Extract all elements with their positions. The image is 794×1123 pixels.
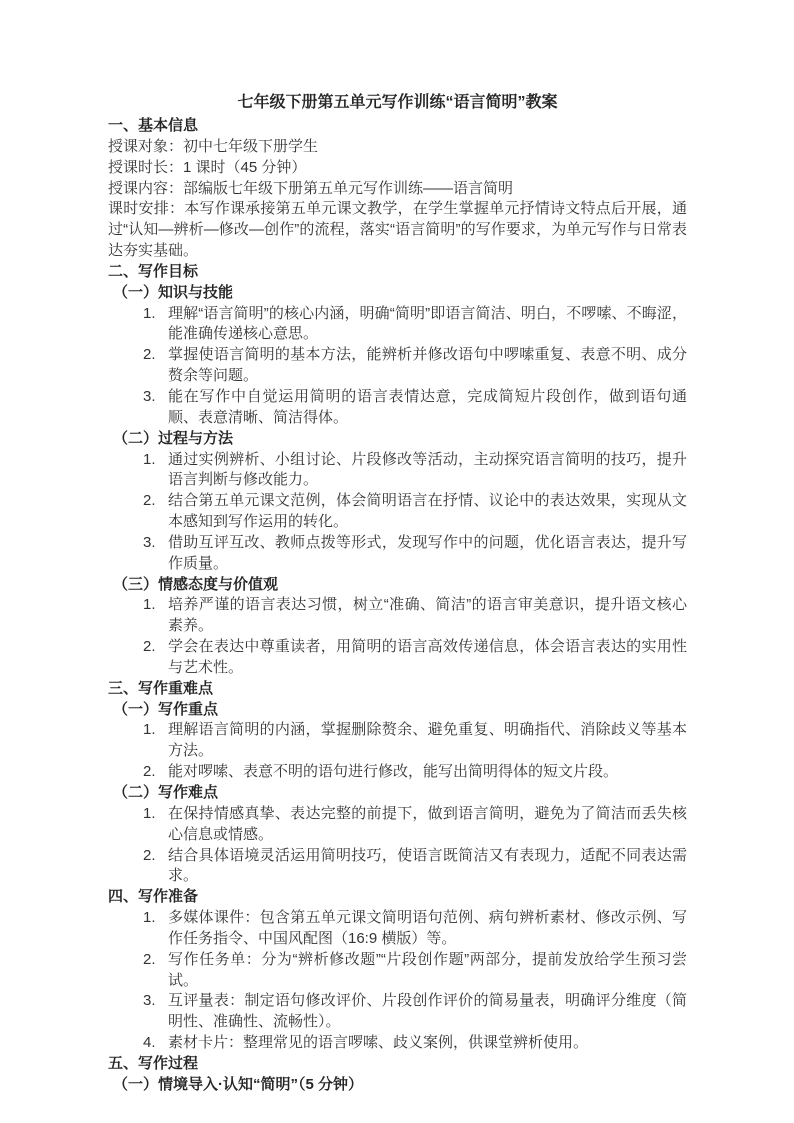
list-knowledge-skills [108,304,687,429]
paragraph-schedule: 课时安排：本写作课承接第五单元课文教学，在学生掌握单元抒情诗文特点后开展，通过“认知—辨析—修改—创作”的流程，落实“语言简明”的写作要求，为单元写作与日常表达夯实基础。 [108,200,687,260]
list-number: 2. [143,846,156,864]
list-number: 1. [143,804,156,822]
list-writing-focus [108,720,687,783]
list-number: 1. [143,721,156,739]
list-process-method [108,450,687,575]
list-item [108,950,687,992]
doc-title: 七年级下册第五单元写作训练“语言简明”教案 [237,94,558,111]
section-heading-key-points: 三、写作重难点 [108,679,214,697]
list-item-text: 多媒体课件：包含第五单元课文简明语句范例、病句辨析素材、修改示例、写作任务指令、中国风配图（16:9 横版）等。 [168,909,687,947]
subheading-writing-difficulty: （二）写作难点 [113,784,219,801]
subheading-values: （三）情感态度与价值观 [113,575,279,593]
list-item-text: 写作任务单：分为“辨析修改题”“片段创作题”两部分，提前发放给学生预习尝试。 [168,950,687,989]
list-number: 1. [143,450,156,468]
paragraph-duration: 授课时长：1 课时（45 分钟） [108,158,307,176]
subheading-writing-focus: （一）写作重点 [113,700,219,718]
list-number: 3. [143,533,156,551]
list-item [108,387,687,429]
list-item [108,491,687,533]
list-item [108,345,687,387]
list-number: 2. [143,492,156,510]
list-item-text: 在保持情感真挚、表达完整的前提下，做到语言简明，避免为了简洁而丢失核心信息或情感。 [168,804,687,843]
section-heading-process: 五、写作过程 [108,1054,199,1072]
list-number: 2. [143,638,156,656]
list-item [108,595,687,637]
list-item [108,908,687,950]
section-heading-basic-info: 一、基本信息 [108,117,199,134]
list-item [108,720,687,762]
list-item-text: 结合第五单元课文范例，体会简明语言在抒情、议论中的表达效果，实现从文本感知到写作运用的转化。 [168,492,687,531]
list-writing-difficulty [108,804,687,887]
paragraph-content: 授课内容：部编版七年级下册第五单元写作训练——语言简明 [108,179,514,197]
list-item-text: 能在写作中自觉运用简明的语言表情达意，完成简短片段创作，做到语句通顺、表意清晰、简洁得体。 [168,387,687,426]
paragraph-teaching-target: 授课对象：初中七年级下册学生 [108,137,319,155]
list-number: 2. [143,346,156,364]
list-number: 2. [143,950,156,968]
list-preparation [108,908,687,1054]
list-number: 2. [143,763,156,781]
subheading-knowledge-skills: （一）知识与技能 [113,283,234,301]
list-item [108,450,687,492]
section-heading-preparation: 四、写作准备 [108,888,199,906]
subheading-process-method: （二）过程与方法 [113,429,234,447]
list-number: 4. [143,1034,156,1052]
list-item [108,304,687,346]
list-number: 3. [143,387,156,405]
list-number: 3. [143,992,156,1010]
list-item-text: 培养严谨的语言表达习惯，树立“准确、简洁”的语言审美意识，提升语文核心素养。 [168,596,687,635]
list-item-text: 掌握使语言简明的基本方法，能辨析并修改语句中啰嗦重复、表意不明、成分赘余等问题。 [168,346,687,385]
list-item-text: 学会在表达中尊重读者，用简明的语言高效传递信息，体会语言表达的实用性与艺术性。 [168,638,687,676]
list-values [108,595,687,678]
list-item [108,991,687,1033]
list-item [108,533,687,575]
list-item [108,1033,687,1054]
list-item-text: 素材卡片：整理常见的语言啰嗦、歧义案例，供课堂辨析使用。 [168,1034,589,1052]
list-item-text: 结合具体语境灵活运用简明技巧，使语言既简洁又有表现力，适配不同表达需求。 [168,846,687,885]
list-item [108,637,687,679]
list-item-text: 理解语言简明的内涵，掌握删除赘余、避免重复、明确指代、消除歧义等基本方法。 [168,721,687,760]
list-number: 1. [143,596,156,614]
list-item-text: 借助互评互改、教师点拨等形式，发现写作中的问题，优化语言表达，提升写作质量。 [168,533,687,572]
subheading-intro-stage: （一）情境导入·认知“简明”（5 分钟） [113,1075,364,1093]
list-number: 1. [143,909,156,927]
list-item-text: 通过实例辨析、小组讨论、片段修改等活动，主动探究语言简明的技巧，提升语言判断与修改能力。 [168,450,687,489]
list-item [108,846,687,888]
list-item [108,762,687,783]
list-item [108,804,687,846]
list-item-text: 互评量表：制定语句修改评价、片段创作评价的简易量表，明确评分维度（简明性、准确性、流畅性）。 [168,992,687,1031]
section-heading-goals: 二、写作目标 [108,262,199,280]
list-item-text: 能对啰嗦、表意不明的语句进行修改，能写出简明得体的短文片段。 [168,763,619,781]
list-number: 1. [143,304,156,322]
list-item-text: 理解“语言简明”的核心内涵，明确“简明”即语言简洁、明白，不啰嗦、不晦涩，能准确传递核心意思。 [168,304,687,343]
